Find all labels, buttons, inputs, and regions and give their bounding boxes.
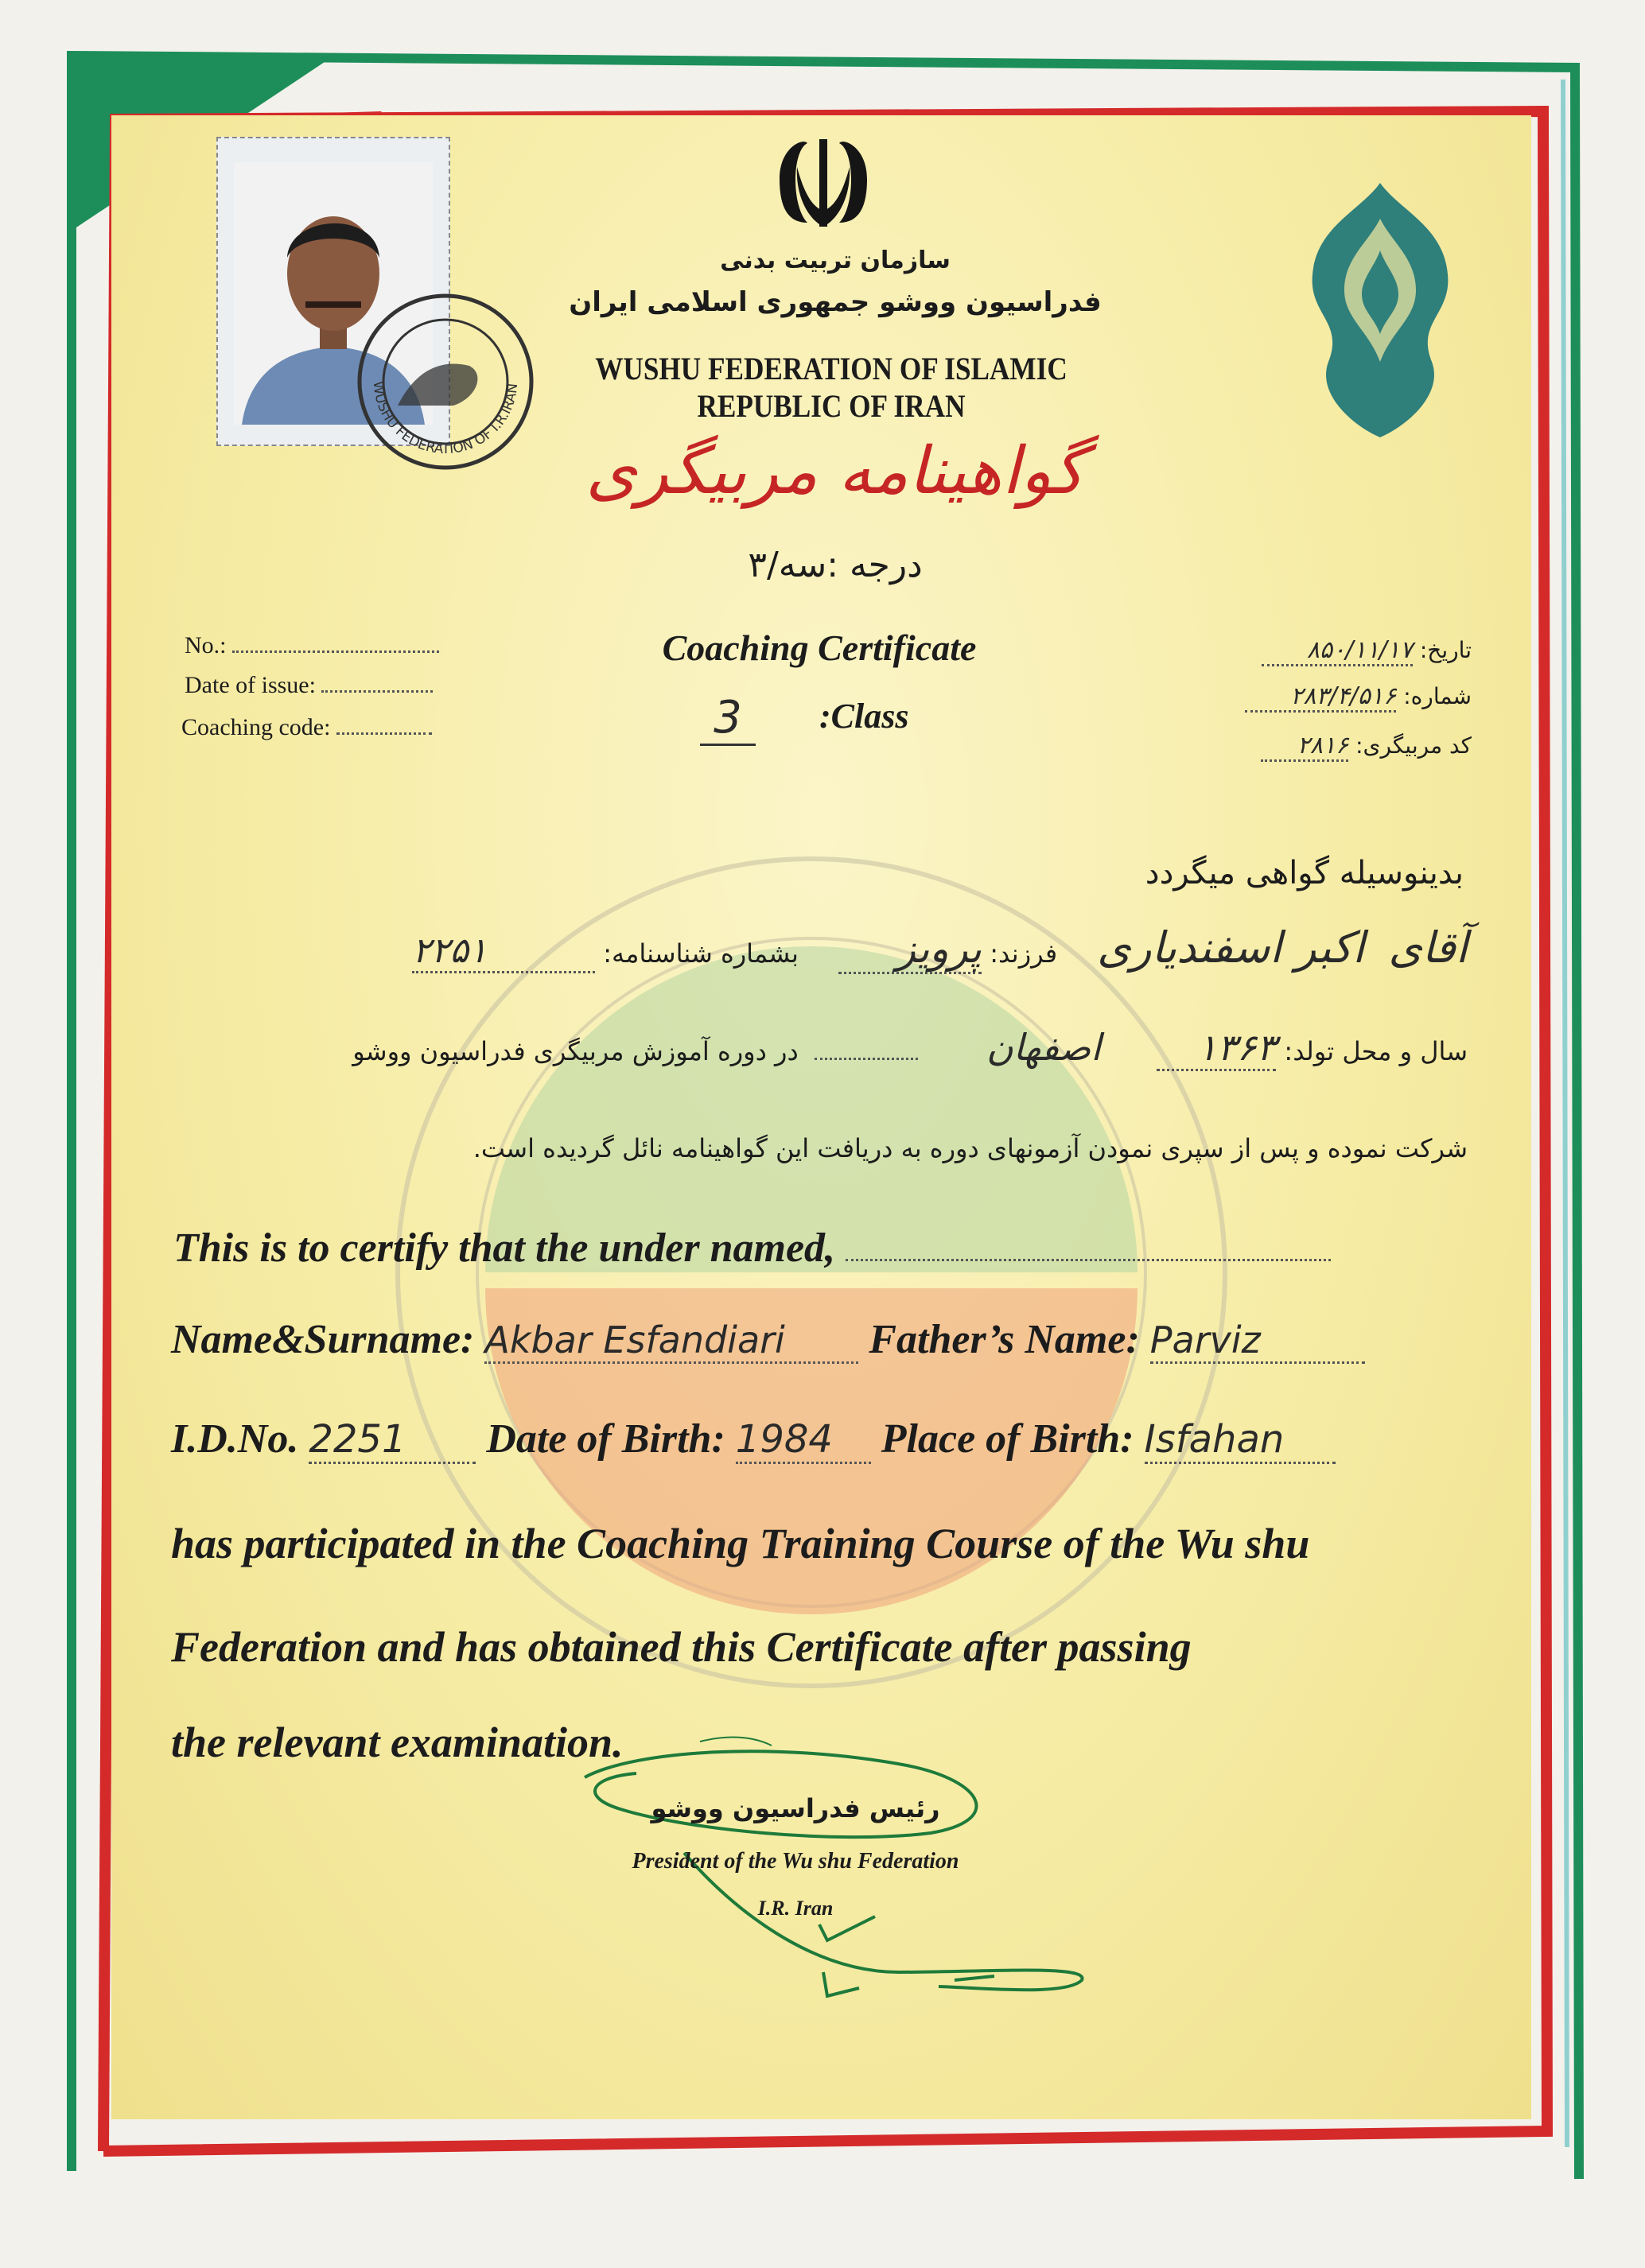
birth-place-fa: اصفهان — [986, 1026, 1102, 1069]
english-body-line-3: the relevant examination. — [171, 1718, 624, 1766]
name-label-en: Name&Surname: — [171, 1317, 475, 1362]
persian-line-birth — [179, 1026, 1468, 1071]
federation-stamp — [350, 286, 541, 477]
id-label-fa: بشماره شناسنامه: — [603, 938, 799, 969]
certificate-title-en: Coaching Certificate — [662, 627, 977, 668]
coach-code-label-fa: کد مربیگری: — [1355, 732, 1472, 759]
certify-dotline — [846, 1259, 1331, 1261]
birth-dotline — [815, 1058, 918, 1060]
date-field-fa — [1217, 636, 1472, 666]
coach-code-value-fa: ۲۸۱۶ — [1261, 732, 1348, 762]
coaching-code-label: Coaching code: — [181, 714, 331, 740]
birth-label-fa: سال و محل تولد: — [1284, 1036, 1468, 1066]
name-prefix-fa: آقای — [1388, 922, 1468, 973]
date-of-issue-field — [185, 672, 471, 699]
coaching-code-dotline — [336, 732, 432, 735]
president-title-fa: رئیس فدراسیون ووشو — [651, 1793, 940, 1823]
class-label: :Class — [819, 697, 909, 736]
no-field — [185, 632, 471, 659]
number-label-fa: شماره: — [1403, 683, 1472, 709]
pob-label-en: Place of Birth: — [881, 1416, 1134, 1462]
federation-name-fa: فدراسیون ووشو جمهوری اسلامی ایران — [569, 286, 1102, 318]
class-value: 3 — [700, 692, 756, 746]
no-label: No.: — [185, 632, 227, 658]
president-title-en: President of the Wu shu Federation — [632, 1849, 959, 1874]
president-signature — [573, 1734, 1114, 2020]
father-label-fa: فرزند: — [990, 938, 1058, 969]
number-value-fa: ۲۸۳/۴/۵۱۶ — [1245, 682, 1396, 713]
birth-year-fa: ۱۳۶۳ — [1157, 1026, 1276, 1071]
stamp-text: WUSHU FEDERATION OF I.R.IRAN — [369, 380, 522, 458]
id-label-en: I.D.No. — [171, 1416, 299, 1462]
coach-code-field-fa — [1217, 732, 1472, 762]
id-value-fa: ۲۲۵۱ — [412, 930, 595, 973]
id-value-en: 2251 — [309, 1417, 476, 1464]
english-id-line — [171, 1416, 1460, 1464]
name-value-en: Akbar Esfandiari — [484, 1318, 858, 1364]
father-value-fa: پرویز — [838, 926, 982, 974]
certificate-title-fa: گواهینامه مربیگری — [585, 433, 1085, 509]
dob-label-en: Date of Birth: — [486, 1416, 725, 1462]
teal-ornament-icon — [1305, 179, 1456, 441]
no-dotline — [232, 650, 439, 653]
persian-line-name — [179, 922, 1468, 974]
father-value-en: Parviz — [1150, 1318, 1365, 1364]
father-label-en: Father’s Name: — [869, 1317, 1140, 1362]
certificate-degree-fa: درجه :سه/۳ — [748, 545, 923, 585]
org-name-fa: سازمان تربیت بدنی — [720, 247, 951, 274]
certify-text: This is to certify that the under named, — [173, 1225, 836, 1271]
english-body-line-1: has participated in the Coaching Training Course of the Wu shu — [171, 1520, 1310, 1567]
coaching-code-field — [181, 714, 500, 741]
iran-emblem-icon — [764, 131, 883, 235]
dob-value-en: 1984 — [736, 1417, 871, 1464]
english-certify-line — [173, 1225, 1446, 1272]
country-en: I.R. Iran — [757, 1897, 834, 1920]
name-value-fa: اکبر اسفندیاری — [1097, 922, 1365, 973]
number-field-fa — [1217, 682, 1472, 713]
persian-intro: بدینوسیله گواهی میگردد — [1145, 855, 1464, 891]
pob-value-en: Isfahan — [1145, 1417, 1336, 1464]
date-value-fa: ۸۵۰/۱۱/۱۷ — [1262, 636, 1413, 666]
course-text-fa: در دوره آموزش مربیگری فدراسیون ووشو — [352, 1036, 799, 1066]
federation-name-en: WUSHU FEDERATION OF ISLAMIC REPUBLIC OF IRAN — [595, 351, 1068, 424]
date-label-fa: تاریخ: — [1419, 637, 1472, 663]
date-of-issue-label: Date of issue: — [185, 672, 316, 698]
persian-final-line: شرکت نموده و پس از سپری نمودن آزمونهای دوره به دریافت این گواهینامه نائل گردیده است. — [472, 1133, 1468, 1163]
english-body-line-2: Federation and has obtained this Certificate after passing — [171, 1623, 1192, 1671]
date-of-issue-dotline — [321, 690, 433, 693]
english-name-line — [171, 1316, 1460, 1364]
